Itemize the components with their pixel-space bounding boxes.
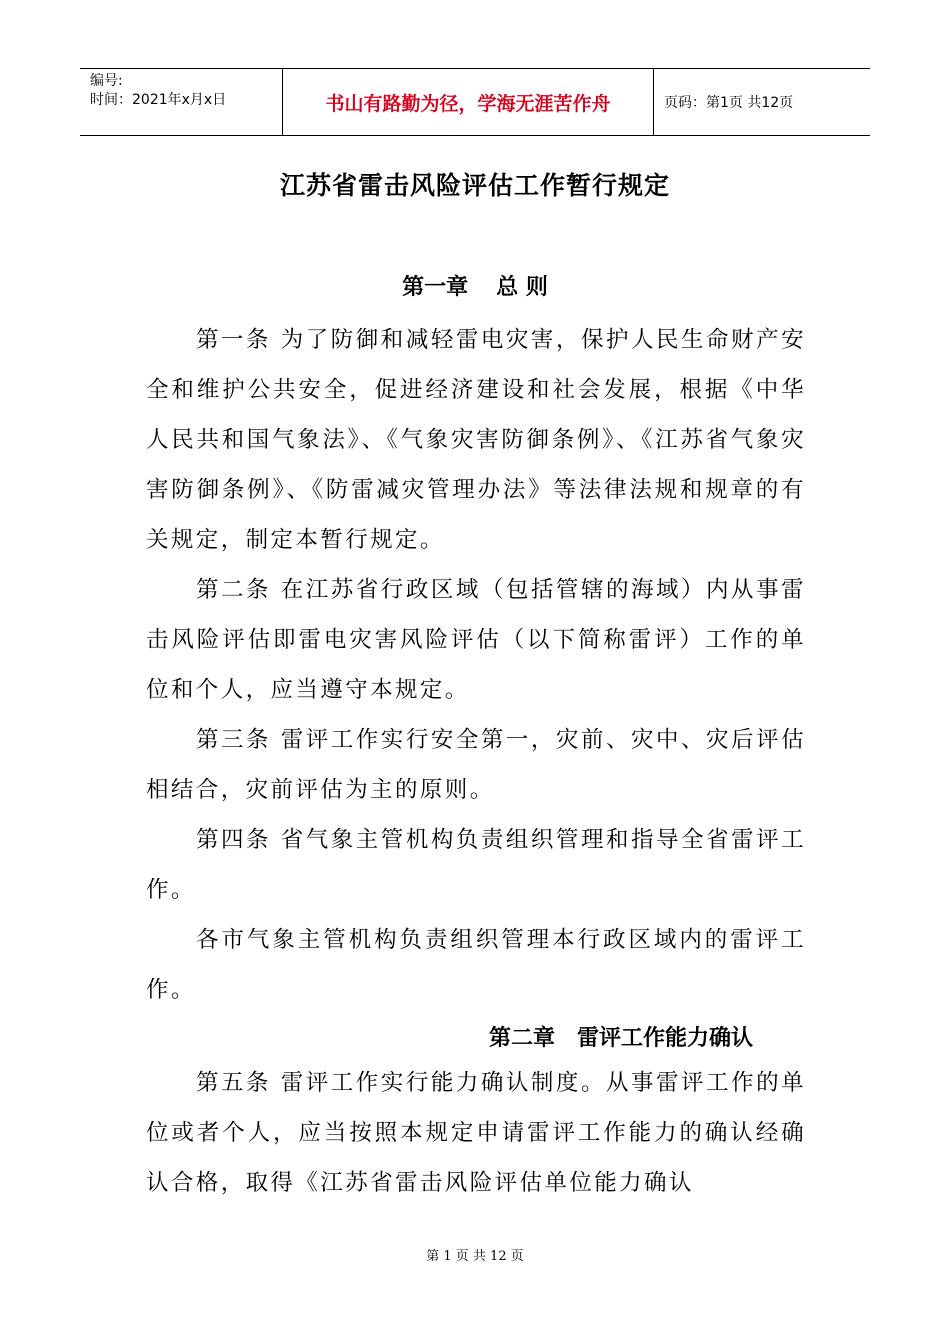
time-label: 时间：2021年x月x日 bbox=[90, 92, 227, 108]
page-info: 页码：第1页 共12页 bbox=[664, 95, 794, 111]
header-meta bbox=[80, 69, 282, 135]
chapter-1-number: 第一章 bbox=[402, 274, 469, 300]
chapter-2-number: 第二章 bbox=[488, 1025, 555, 1051]
article-2: 第二条 在江苏省行政区域（包括管辖的海域）内从事雷击风险评估即雷电灾害风险评估（以下简称雷评）工作的单位和个人，应当遵守本规定。 bbox=[146, 577, 806, 703]
header-table bbox=[80, 68, 870, 136]
page-footer: 第 1 页 共 12 页 bbox=[426, 1249, 524, 1264]
chapter-2-name: 雷评工作能力确认 bbox=[577, 1025, 754, 1051]
chapter-1-name: 总 则 bbox=[496, 274, 548, 300]
article-5: 第五条 雷评工作实行能力确认制度。从事雷评工作的单位或者个人，应当按照本规定申请雷评工作能力的确认经确认合格，取得《江苏省雷击风险评估单位能力确认 bbox=[146, 1070, 806, 1196]
article-3: 第三条 雷评工作实行安全第一，灾前、灾中、灾后评估相结合，灾前评估为主的原则。 bbox=[146, 727, 806, 803]
chapter-1-heading bbox=[0, 270, 950, 301]
number-label: 编号: bbox=[90, 73, 123, 89]
article-1: 第一条 为了防御和减轻雷电灾害，保护人民生命财产安全和维护公共安全，促进经济建设和社会发展，根据《中华人民共和国气象法》、《气象灾害防御条例》、《江苏省气象灾害防御条例》、《防雷减灾管理办法》等法律法规和规章的有关规定，制定本暂行规定。 bbox=[146, 327, 806, 553]
chapter-2-heading bbox=[146, 1021, 950, 1052]
document-title: 江苏省雷击风险评估工作暂行规定 bbox=[279, 171, 670, 200]
article-4: 第四条 省气象主管机构负责组织管理和指导全省雷评工作。 bbox=[146, 827, 806, 903]
document-body bbox=[146, 315, 806, 1208]
motto: 书山有路勤为径，学海无涯苦作舟 bbox=[282, 69, 654, 135]
article-4-para-2: 各市气象主管机构负责组织管理本行政区域内的雷评工作。 bbox=[146, 927, 806, 1003]
